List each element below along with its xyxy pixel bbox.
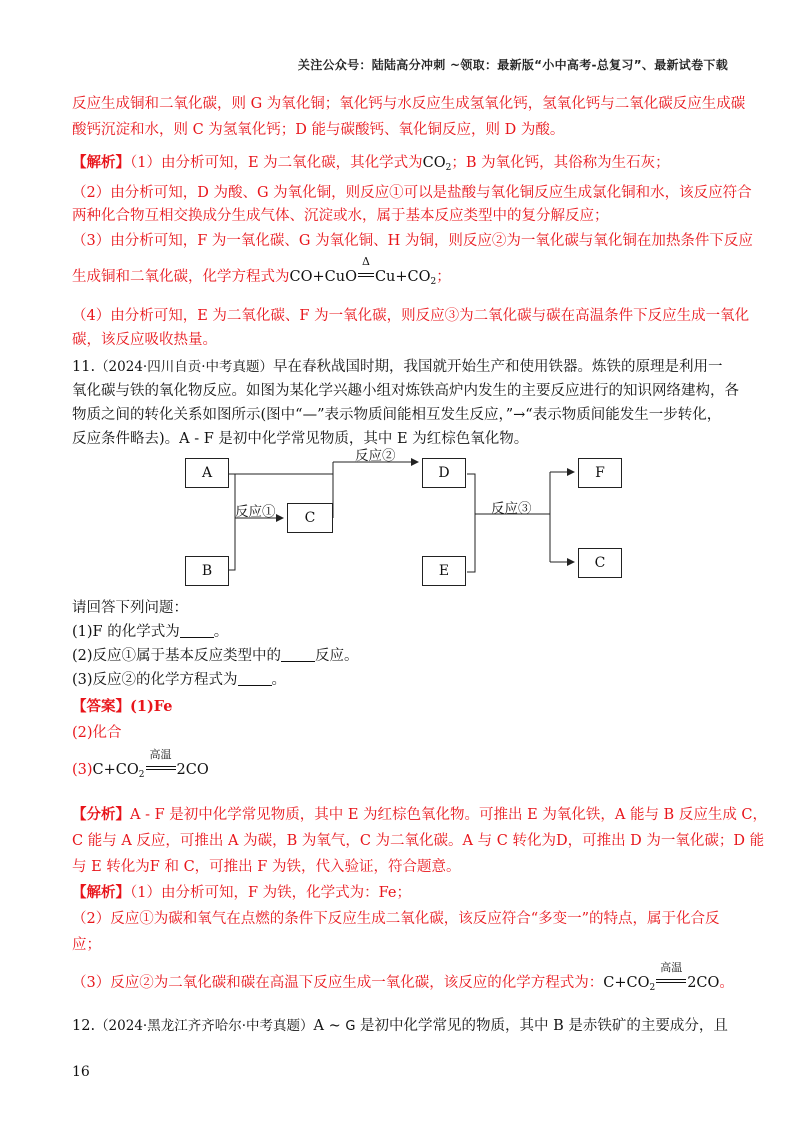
fenxi-line-2: C 能与 A 反应，可推出 A 为碳，B 为氧气，C 为二氧化碳。A 与 C 转化为D，可推出 D 为一氧化碳；D 能 [72,833,765,849]
q12-number: 12. [72,1018,96,1034]
prev-jiexi-4-line-1: （4）由分析可知，E 为二氧化碳、F 为一氧化碳，则反应③为二氧化碳与碳在高温条件下反应生成一氧化 [72,308,750,324]
q11-line-2: 氧化碳与铁的氧化物反应。如图为某化学兴趣小组对炼铁高炉内发生的主要反应进行的知识网络建构，各 [72,383,739,399]
jiexi-tag: 【解析】 [72,154,130,171]
q11-jiexi-2-line-2: 应； [72,937,101,953]
ab-bracket [229,474,235,570]
q11-sub-2: (2)反应①属于基本反应类型中的 反应。 [72,648,359,664]
jx1-text-a: （1）由分析可知，E 为二氧化碳，其化学式为 [130,155,423,171]
q11-line-1 [72,357,732,377]
answer-tag: 【答案】 [72,698,130,715]
de-bracket [467,474,475,572]
prev-jiexi-3-line-2: 生成铜和二氧化碳，化学方程式为CO+CuO Δ $Cu+CO_2$； [72,255,451,287]
q12-source: （2024·黑龙江齐齐哈尔·中考真题） [95,1018,314,1034]
co2-formula: $CO_2$ [422,155,452,173]
q12-line-1: 12.（2024·黑龙江齐齐哈尔·中考真题）A ~ G 是初中化学常见的物质，其中 B 是赤铁矿的主要成分，且 [72,1018,728,1034]
prev-jiexi-1 [72,153,732,178]
box-a: A [185,458,229,488]
label-reaction-1: 反应① [235,504,276,520]
q11-source: （2024·四川自贡·中考真题） [95,359,274,375]
equation-3: CO+CuO Δ $Cu+CO_2$ [289,255,437,287]
fenxi-line-1: 【分析】A - F 是初中化学常见物质，其中 E 为红棕色氧化物。可推出 E 为氧化铁，A 能与 B 反应生成 C， [72,806,768,823]
answer-1: 【答案】(1)Fe [72,698,173,715]
q11-line-3: 物质之间的转化关系如图所示(图中“—”表示物质间能相互发生反应，”→“表示物质间能发生一步转化， [72,407,722,423]
q11-jiexi-tag: 【解析】 [72,884,130,901]
reaction-diagram [175,448,635,592]
jx3-text: 生成铜和二氧化碳，化学方程式为 [72,269,290,285]
prev-line-2: 酸钙沉淀和水，则 C 为氢氧化钙；D 能与碳酸钙、氧化铜反应，则 D 为酸。 [72,122,565,138]
q11-number: 11. [72,359,96,375]
q11-sub-1: (1)F 的化学式为 。 [72,624,229,640]
q11-jiexi-2-line-1: （2）反应①为碳和氧气在点燃的条件下反应生成二氧化碳，该反应符合“多变一”的特点，属于化合反 [72,911,720,927]
answer-equation: $C+CO_2$ 高温 2CO [92,748,209,780]
label-reaction-3: 反应③ [491,501,532,517]
box-d: D [422,458,466,488]
q11-jiexi-1: 【解析】（1）由分析可知，F 为铁，化学式为：Fe； [72,884,411,901]
q11-text-1: 早在春秋战国时期，我国就开始生产和使用铁器。炼铁的原理是利用一 [273,359,723,375]
prev-jiexi-4-line-2: 碳，该反应吸收热量。 [72,332,217,348]
diagram-lines [175,452,635,592]
fenxi-line-3: 与 E 转化为F 和 C，可推出 F 为铁，代入验证，符合题意。 [72,859,461,875]
answer-3: $(3)C+CO_2$ 高温 2CO [72,748,209,780]
box-b: B [185,556,229,586]
prev-line-1: 反应生成铜和二氧化碳，则 G 为氧化铜；氧化钙与水反应生成氢氧化钙，氢氧化钙与二氧化碳反应生成碳 [72,96,746,112]
prev-jiexi-3-line-1: （3）由分析可知，F 为一氧化碳、G 为氧化铜、H 为铜，则反应②为一氧化碳与氧化铜在加热条件下反应 [72,233,753,249]
label-reaction-2: 反应② [355,448,396,464]
jiexi-equation: $C+CO_2$ 高温 2CO [603,961,720,993]
box-c-product: C [578,548,622,578]
q11-sub-3: (3)反应②的化学方程式为 。 [72,672,287,688]
q11-jiexi-3: （3）反应②为二氧化碳和碳在高温下反应生成一氧化碳，该反应的化学方程式为：$C+CO_2$ 高温 2CO。 [72,961,734,993]
prev-jiexi-2-line-1: （2）由分析可知，D 为酸、G 为氧化铜，则反应①可以是盐酸与氧化铜反应生成氯化铜和水，该反应符合 [72,185,752,201]
box-c: C [287,503,333,533]
q11-line-4: 反应条件略去)。A - F 是初中化学常见物质，其中 E 为红棕色氧化物。 [72,431,529,447]
answer-2: (2)化合 [72,725,122,741]
header-note: 关注公众号：陆陆高分冲刺 ~领取：最新版“小中高考-总复习”、最新试卷下载 [297,58,728,72]
jx1-text-b: ；B 为氧化钙，其俗称为生石灰； [451,155,670,171]
page-number: 16 [72,1064,90,1080]
fenxi-tag: 【分析】 [72,806,130,823]
box-e: E [422,556,466,586]
prev-jiexi-2-line-2: 两种化合物互相交换成分生成气体、沉淀或水，属于基本反应类型中的复分解反应； [72,208,609,224]
box-f: F [578,458,622,488]
q11-prompt: 请回答下列问题： [72,600,188,616]
